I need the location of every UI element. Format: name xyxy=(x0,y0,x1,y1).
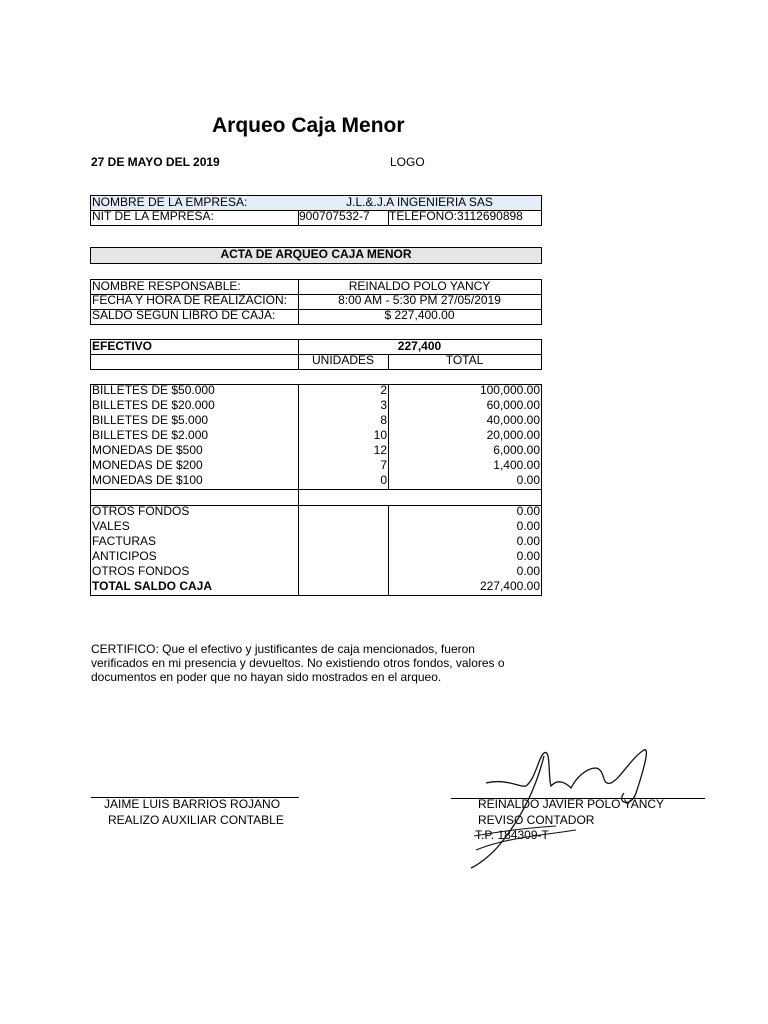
denomination-units: 3 xyxy=(380,399,387,412)
denomination-label: BILLETES DE $2.000 xyxy=(92,429,209,442)
efectivo-label: EFECTIVO xyxy=(90,339,299,355)
other-fund-total: 0.00 xyxy=(516,550,540,563)
denomination-units: 7 xyxy=(380,459,387,472)
logo-placeholder: LOGO xyxy=(390,155,425,169)
company-nit-value: 900707532-7 xyxy=(298,210,389,226)
denomination-units: 12 xyxy=(373,444,387,457)
units-column-header: UNIDADES xyxy=(298,354,389,370)
other-fund-label: OTROS FONDOS xyxy=(92,505,190,518)
company-nit-label: NIT DE LA EMPRESA: xyxy=(90,210,299,226)
saldo-label: SALDO SEGÚN LIBRO DE CAJA: xyxy=(90,309,299,325)
other-fund-total: 0.00 xyxy=(516,505,540,518)
other-fund-label: OTROS FONDOS xyxy=(92,565,190,578)
company-phone: TELÉFONO:3112690898 xyxy=(388,210,542,226)
denomination-units: 8 xyxy=(380,414,387,427)
denomination-label: MONEDAS DE $200 xyxy=(92,459,203,472)
certifico-paragraph: CERTIFICO: Que el efectivo y justificantes de caja mencionados, fueron verificados en mi presencia y devueltos. No existiendo otros fondos, valores o documentos en poder que no hayan sido mostrados en el arqueo. xyxy=(91,642,505,684)
column-divider xyxy=(298,505,299,596)
other-fund-total: 0.00 xyxy=(516,520,540,533)
responsable-value: REINALDO POLO YANCY xyxy=(298,279,542,295)
total-column-header: TOTAL xyxy=(388,354,542,370)
handwritten-signature xyxy=(466,748,666,873)
fecha-value: 8:00 AM - 5:30 PM 27/05/2019 xyxy=(298,294,542,310)
other-fund-label: VALES xyxy=(92,520,130,533)
denomination-total: 60,000.00 xyxy=(486,399,540,412)
other-fund-total: 0.00 xyxy=(516,535,540,548)
denomination-total: 0.00 xyxy=(516,474,540,487)
denomination-label: BILLETES DE $5.000 xyxy=(92,414,209,427)
efectivo-blank-cell xyxy=(90,354,299,370)
denomination-label: MONEDAS DE $100 xyxy=(92,474,203,487)
left-signer-role: REALIZO AUXILIAR CONTABLE xyxy=(108,813,284,827)
acta-heading: ACTA DE ARQUEO CAJA MENOR xyxy=(90,247,542,264)
company-name-label: NOMBRE DE LA EMPRESA: xyxy=(90,195,299,211)
denomination-total: 6,000.00 xyxy=(493,444,540,457)
total-saldo-label: TOTAL SALDO CAJA xyxy=(92,580,213,593)
other-fund-label: FACTURAS xyxy=(92,535,157,548)
denomination-total: 1,400.00 xyxy=(493,459,540,472)
right-signer-name: REINALDO JAVIER POLO YANCY xyxy=(478,797,665,811)
efectivo-value: 227,400 xyxy=(298,339,542,355)
fecha-label: FECHA Y HORA DE REALIZACIÓN: xyxy=(90,294,299,310)
denomination-units: 10 xyxy=(373,429,387,442)
denomination-label: MONEDAS DE $500 xyxy=(92,444,203,457)
denomination-label: BILLETES DE $50.000 xyxy=(92,384,215,397)
right-signer-role: REVISO CONTADOR xyxy=(478,813,595,827)
spacer-row xyxy=(90,489,542,506)
denomination-total: 40,000.00 xyxy=(486,414,540,427)
denomination-total: 20,000.00 xyxy=(486,429,540,442)
other-fund-label: ANTICIPOS xyxy=(92,550,157,563)
denomination-units: 2 xyxy=(380,384,387,397)
total-saldo-value: 227,400.00 xyxy=(479,580,540,593)
responsable-label: NOMBRE RESPONSABLE: xyxy=(90,279,299,295)
saldo-value: $ 227,400.00 xyxy=(298,309,542,325)
company-name-value: J.L.&.J.A INGENIERIA SAS xyxy=(298,195,542,211)
document-title: Arqueo Caja Menor xyxy=(212,114,405,137)
denomination-units: 0 xyxy=(380,474,387,487)
document-date: 27 DE MAYO DEL 2019 xyxy=(91,155,220,169)
denomination-label: BILLETES DE $20.000 xyxy=(92,399,215,412)
right-signer-tp: T.P. 184309-T xyxy=(475,828,549,842)
other-fund-total: 0.00 xyxy=(516,565,540,578)
denomination-total: 100,000.00 xyxy=(479,384,540,397)
column-divider xyxy=(298,489,299,506)
left-signer-name: JAIME LUIS BARRIOS ROJANO xyxy=(104,797,281,811)
